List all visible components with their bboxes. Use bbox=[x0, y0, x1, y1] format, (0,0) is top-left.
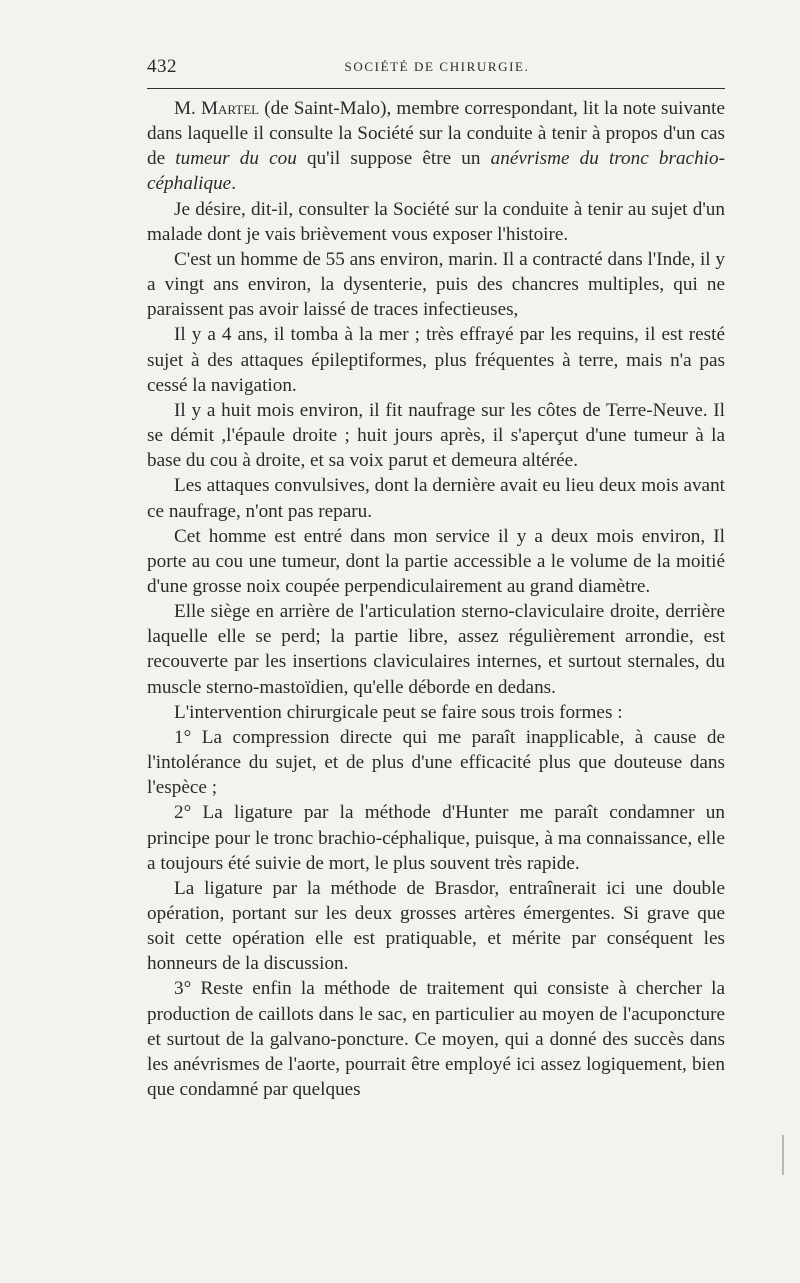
paragraph-6: Les attaques convulsives, dont la dernière avait eu lieu deux mois avant ce naufrage, n'ont pas reparu. bbox=[147, 475, 725, 522]
paragraph-3: C'est un homme de 55 ans environ, marin. Il a contracté dans l'Inde, il y a vingt ans environ, la dysenterie, puis des chancres multiples, qui ne paraissent pas avoir laissé de traces infectieuses, bbox=[147, 248, 725, 321]
emphasis-tumeur: tumeur du cou bbox=[175, 148, 297, 170]
author-name: Martel bbox=[200, 98, 260, 119]
paragraph-7: Cet homme est entré dans mon service il y a deux mois environ, Il porte au cou une tumeur, dont la partie accessible a le volume de la moitié d'une grosse noix coupée perpendiculairement au grand diamètre. bbox=[147, 525, 725, 597]
header-rule bbox=[147, 88, 725, 89]
paragraph-10: 1° La compression directe qui me paraît inapplicable, à cause de l'intolérance du sujet, et de plus d'une efficacité plus que douteuse dans l'espèce ; bbox=[147, 726, 725, 799]
paragraph-4: Il y a 4 ans, il tomba à la mer ; très effrayé par les requins, il est resté sujet à des attaques épileptiformes, plus fréquentes à terre, mais n'a pas cessé la navigation. bbox=[147, 324, 725, 396]
running-title: SOCIÉTÉ DE CHIRURGIE. bbox=[344, 59, 530, 74]
paragraph-1: M. Martel (de Saint-Malo), membre correspondant, lit la note suivante dans laquelle il consulte la Société sur la conduite à tenir à propos d'un cas de tumeur du cou qu'il suppose être un anévrisme du tronc brachio-céphalique. bbox=[147, 98, 725, 195]
paragraph-12: La ligature par la méthode de Brasdor, entraînerait ici une double opération, portant sur les deux grosses artères émergentes. Si grave que soit cette opération elle est pratiquable, et mérite par conséquent les honneurs de la discussion. bbox=[147, 877, 725, 975]
emphasis-anevrisme: anévrisme du tronc brachio-céphalique bbox=[147, 148, 725, 195]
paragraph-8: Elle siège en arrière de l'articulation sterno-claviculaire droite, derrière laquelle elle se perd; la partie libre, assez régulièrement arrondie, est recouverte par les insertions claviculaires internes, et surtout sternales, du muscle sterno-mastoïdien, qu'elle déborde en dedans. bbox=[147, 601, 725, 698]
page-number: 432 bbox=[147, 56, 177, 77]
page-edge-mark bbox=[782, 1135, 790, 1175]
paragraph-11: 2° La ligature par la méthode d'Hunter me paraît condamner un principe pour le tronc brachio-céphalique, puisque, à ma connaissance, elle a toujours été suivie de mort, le plus souvent très rapide. bbox=[147, 802, 725, 874]
paragraph-5: Il y a huit mois environ, il fit naufrage sur les côtes de Terre-Neuve. Il se démit ,l'épaule droite ; huit jours après, il s'aperçut d'une tumeur à la base du cou à droite, et sa voix parut et demeura altérée. bbox=[147, 399, 725, 472]
paragraph-2: Je désire, dit-il, consulter la Société sur la conduite à tenir au sujet d'un malade dont je vais brièvement vous exposer l'histoire. bbox=[147, 198, 725, 245]
page-header bbox=[147, 56, 727, 86]
paragraph-9: L'intervention chirurgicale peut se faire sous trois formes : bbox=[174, 701, 623, 723]
paragraph-13: 3° Reste enfin la méthode de traitement qui consiste à chercher la production de caillots dans le sac, en particulier au moyen de l'acuponcture et surtout de la galvano-poncture. Ce moyen, qui a donné des succès dans les anévrismes de l'aorte, pourrait être employé ici assez logiquement, bien que condamné par quelques bbox=[147, 978, 725, 1101]
body-text bbox=[147, 96, 725, 1102]
